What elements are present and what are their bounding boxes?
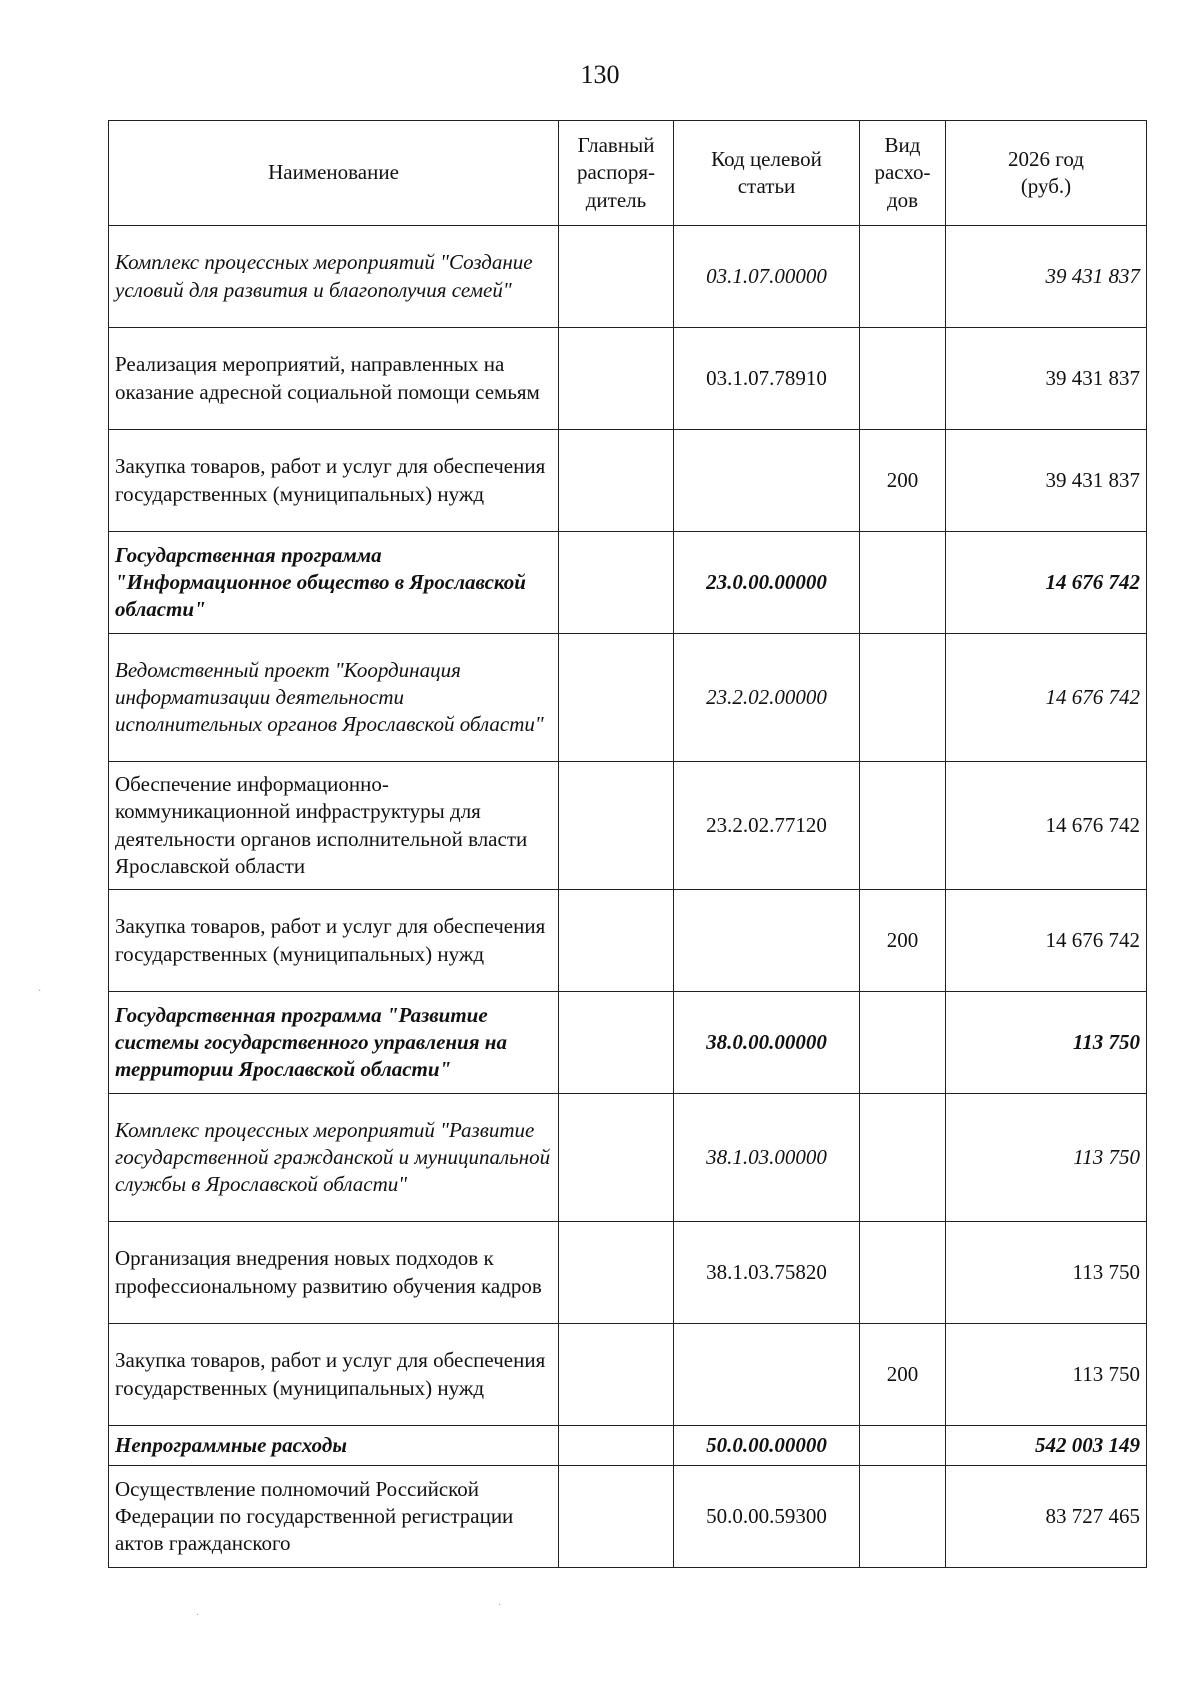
row-target-code-cell: 23.2.02.00000 [674,634,860,762]
table-row [109,328,1147,430]
row-amount-cell: 113 750 [946,1222,1147,1324]
table-row [109,890,1147,992]
table-row [109,1094,1147,1222]
header-name: Наименование [109,121,559,226]
table-row [109,634,1147,762]
table-row [109,992,1147,1094]
row-amount-cell: 39 431 837 [946,226,1147,328]
row-target-code-cell [674,890,860,992]
row-name-cell: Организация внедрения новых подходов к профессиональному развитию обучения кадров [109,1222,559,1324]
row-amount-cell: 113 750 [946,1094,1147,1222]
row-target-code-cell [674,1324,860,1426]
row-expense-type-cell [860,634,946,762]
row-chief-admin-cell [559,1466,674,1568]
row-expense-type-cell [860,1426,946,1466]
row-amount-cell: 14 676 742 [946,890,1147,992]
row-amount-cell: 542 003 149 [946,1426,1147,1466]
row-target-code-cell: 23.0.00.00000 [674,532,860,634]
row-amount-cell: 39 431 837 [946,328,1147,430]
row-expense-type-cell: 200 [860,1324,946,1426]
row-chief-admin-cell [559,992,674,1094]
row-expense-type-cell [860,532,946,634]
row-chief-admin-cell [559,1324,674,1426]
page-number: 130 [580,60,620,89]
row-expense-type-cell [860,1466,946,1568]
row-amount-cell: 113 750 [946,992,1147,1094]
table-row [109,1222,1147,1324]
row-amount-cell: 83 727 465 [946,1466,1147,1568]
row-expense-type-cell [860,328,946,430]
row-chief-admin-cell [559,226,674,328]
row-name-cell: Ведомственный проект "Координация информатизации деятельности исполнительных органов Ярославской области" [109,634,559,762]
row-expense-type-cell [860,992,946,1094]
scan-speck: · [196,1610,200,1621]
table-row [109,226,1147,328]
header-target-code: Код целевой статьи [674,121,860,226]
row-chief-admin-cell [559,328,674,430]
row-amount-cell: 14 676 742 [946,762,1147,890]
table-row [109,1426,1147,1466]
row-name-cell: Осуществление полномочий Российской Федерации по государственной регистрации актов гражданского [109,1466,559,1568]
row-target-code-cell: 38.0.00.00000 [674,992,860,1094]
header-chief-admin: Главный распоря- дитель [559,121,674,226]
header-year-2026: 2026 год (руб.) [946,121,1147,226]
table-row [109,1466,1147,1568]
row-target-code-cell: 38.1.03.00000 [674,1094,860,1222]
table-row [109,430,1147,532]
row-expense-type-cell [860,1222,946,1324]
row-target-code-cell: 50.0.00.00000 [674,1426,860,1466]
row-target-code-cell [674,430,860,532]
row-name-cell: Государственная программа "Информационное общество в Ярославской области" [109,532,559,634]
row-chief-admin-cell [559,1222,674,1324]
header-expense-type: Вид расхо- дов [860,121,946,226]
row-name-cell: Комплекс процессных мероприятий "Развитие государственной гражданской и муниципальной службы в Ярославской области" [109,1094,559,1222]
row-chief-admin-cell [559,890,674,992]
row-name-cell: Непрограммные расходы [109,1426,559,1466]
table-header [109,121,1147,226]
table-body [109,226,1147,1568]
row-target-code-cell: 38.1.03.75820 [674,1222,860,1324]
row-amount-cell: 14 676 742 [946,634,1147,762]
row-name-cell: Закупка товаров, работ и услуг для обеспечения государственных (муниципальных) нужд [109,1324,559,1426]
row-target-code-cell: 23.2.02.77120 [674,762,860,890]
row-name-cell: Закупка товаров, работ и услуг для обеспечения государственных (муниципальных) нужд [109,430,559,532]
row-expense-type-cell [860,762,946,890]
row-target-code-cell: 03.1.07.78910 [674,328,860,430]
row-chief-admin-cell [559,1094,674,1222]
row-chief-admin-cell [559,532,674,634]
row-chief-admin-cell [559,634,674,762]
row-target-code-cell: 03.1.07.00000 [674,226,860,328]
row-expense-type-cell [860,1094,946,1222]
row-name-cell: Обеспечение информационно-коммуникационной инфраструктуры для деятельности органов исполнительной власти Ярославской области [109,762,559,890]
row-amount-cell: 14 676 742 [946,532,1147,634]
scan-speck: · [38,986,42,997]
table-row [109,762,1147,890]
row-expense-type-cell [860,226,946,328]
row-expense-type-cell: 200 [860,430,946,532]
row-amount-cell: 113 750 [946,1324,1147,1426]
table-row [109,1324,1147,1426]
row-amount-cell: 39 431 837 [946,430,1147,532]
row-chief-admin-cell [559,762,674,890]
row-target-code-cell: 50.0.00.59300 [674,1466,860,1568]
row-name-cell: Закупка товаров, работ и услуг для обеспечения государственных (муниципальных) нужд [109,890,559,992]
row-chief-admin-cell [559,430,674,532]
budget-table [108,120,1147,1568]
row-chief-admin-cell [559,1426,674,1466]
row-name-cell: Государственная программа "Развитие системы государственного управления на территории Ярославской области" [109,992,559,1094]
table-row [109,532,1147,634]
row-name-cell: Реализация мероприятий, направленных на оказание адресной социальной помощи семьям [109,328,559,430]
scan-speck: · [498,1600,502,1611]
row-name-cell: Комплекс процессных мероприятий "Создание условий для развития и благополучия семей" [109,226,559,328]
row-expense-type-cell: 200 [860,890,946,992]
